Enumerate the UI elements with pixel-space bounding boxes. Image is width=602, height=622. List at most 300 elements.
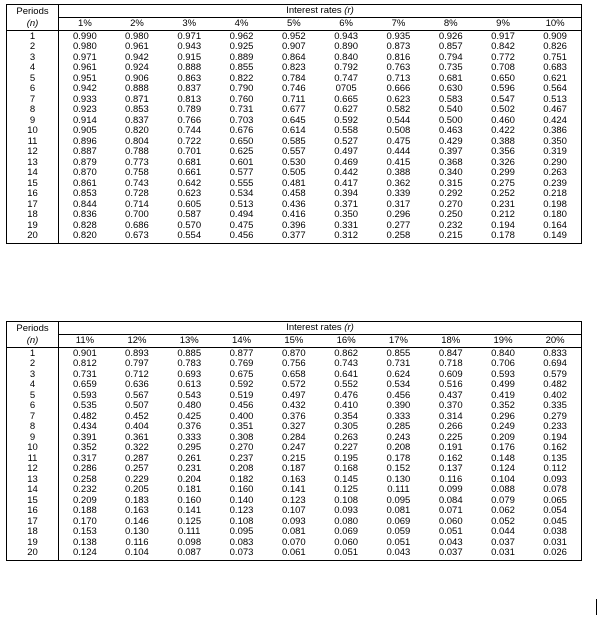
factor-cell: 0.582 (386, 104, 411, 115)
factor-cell: 0.926 (438, 30, 463, 42)
factor-cell: 0.901 (59, 347, 111, 358)
factor-cell: 0.792 (334, 62, 359, 73)
factor-cell: 0.081 (386, 505, 411, 516)
period-cell: 15 (7, 495, 59, 506)
factor-cell: 0.593 (59, 390, 111, 401)
factor-cell: 0.650 (229, 135, 254, 147)
factor-cell: 0.554 (163, 230, 215, 243)
factor-cell: 0.482 (59, 411, 111, 422)
factor-cell: 0.731 (386, 358, 411, 369)
factor-cell: 0.482 (529, 379, 581, 390)
factor-cell: 0.962 (229, 30, 254, 42)
factor-cell: 0.840 (334, 51, 359, 63)
table-row (7, 379, 582, 390)
period-cell: 5 (7, 73, 59, 84)
factor-cell: 0.031 (477, 547, 529, 560)
factor-cell: 0.093 (529, 474, 581, 485)
factor-cell: 0.296 (491, 410, 515, 422)
factor-cell: 0.694 (529, 358, 581, 369)
factor-cell: 0.636 (125, 379, 149, 390)
factor-cell: 0.081 (281, 526, 306, 537)
factor-cell: 0.339 (386, 188, 411, 199)
factor-cell: 0.163 (125, 505, 149, 516)
factor-cell: 0.547 (491, 93, 515, 105)
rate-header: 19% (477, 335, 529, 348)
table-row (7, 230, 582, 243)
period-cell: 5 (7, 390, 59, 401)
factor-cell: 0.149 (529, 230, 581, 243)
factor-cell: 0.181 (177, 484, 202, 495)
factor-cell: 0.744 (177, 125, 202, 136)
rate-header: 3% (163, 18, 215, 31)
rate-header: 12% (111, 335, 163, 348)
factor-cell: 0.711 (282, 93, 306, 105)
factor-cell: 0.277 (386, 219, 411, 231)
factor-cell: 0.043 (438, 536, 463, 548)
factor-cell: 0.198 (529, 199, 581, 210)
factor-cell: 0.432 (281, 400, 306, 411)
factor-cell: 0.870 (59, 167, 111, 178)
factor-cell: 0.890 (334, 41, 359, 52)
factor-cell: 0.138 (59, 537, 111, 548)
factor-cell: 0.763 (386, 62, 411, 73)
period-cell: 11 (7, 453, 59, 464)
factor-cell: 0.141 (177, 505, 202, 516)
factor-cell: 0.125 (334, 484, 359, 495)
factor-cell: 0.215 (425, 230, 477, 243)
factor-cell: 0.794 (438, 51, 463, 63)
factor-cell: 0.820 (125, 125, 149, 136)
factor-cell: 0.772 (491, 51, 515, 63)
factor-cell: 0.098 (177, 536, 202, 548)
rate-header: 14% (215, 335, 267, 348)
factor-cell: 0.708 (491, 62, 515, 73)
factor-cell: 0.673 (111, 230, 163, 243)
factor-cell: 0.178 (386, 452, 411, 464)
factor-cell: 0.111 (178, 526, 201, 537)
factor-cell: 0.062 (491, 505, 515, 516)
factor-cell: 0.592 (334, 114, 359, 126)
factor-cell: 0.229 (125, 473, 149, 485)
factor-cell: 0.417 (334, 177, 359, 189)
rate-header: 8% (425, 18, 477, 31)
period-cell: 13 (7, 157, 59, 168)
factor-cell: 0.292 (438, 188, 463, 199)
factor-cell: 0.701 (177, 146, 202, 157)
factor-cell: 0.943 (334, 30, 359, 42)
factor-cell: 0.153 (59, 526, 111, 537)
factor-cell: 0.394 (334, 188, 359, 199)
table-row (7, 41, 582, 52)
factor-cell: 0.718 (438, 358, 463, 369)
factor-cell: 0.352 (491, 400, 515, 411)
factor-cell: 0.855 (386, 347, 411, 359)
factor-cell: 0.252 (491, 188, 515, 199)
factor-cell: 0.362 (386, 177, 411, 189)
rate-header: 1% (59, 18, 111, 31)
factor-cell: 0.215 (281, 452, 306, 464)
factor-cell: 0.746 (281, 83, 306, 94)
factor-cell: 0.915 (177, 51, 202, 63)
period-cell: 6 (7, 400, 59, 411)
period-cell: 11 (7, 136, 59, 147)
factor-cell: 0.275 (491, 177, 515, 189)
rate-header: 15% (268, 335, 320, 348)
factor-cell: 0.070 (281, 536, 306, 548)
factor-cell: 0.909 (529, 30, 581, 41)
factor-cell: 0.505 (281, 167, 306, 178)
factor-cell: 0.093 (281, 515, 306, 527)
factor-cell: 0.125 (177, 515, 202, 527)
factor-cell: 0.317 (386, 198, 411, 210)
factor-cell: 0.111 (387, 484, 410, 495)
factor-cell: 0.160 (229, 484, 254, 495)
factor-cell: 0.497 (334, 146, 359, 157)
period-cell: 8 (7, 421, 59, 432)
factor-cell: 0.870 (281, 347, 306, 359)
factor-cell: 0.840 (491, 347, 515, 359)
factor-cell: 0.833 (529, 347, 581, 358)
period-cell: 3 (7, 52, 59, 63)
factor-cell: 0.231 (491, 198, 515, 210)
factor-cell: 0.168 (334, 463, 359, 474)
factor-cell: 0.621 (529, 73, 581, 84)
factor-cell: 0.789 (177, 104, 202, 115)
factor-cell: 0.335 (529, 400, 581, 411)
factor-cell: 0.980 (59, 41, 111, 52)
factor-cell: 0.497 (281, 389, 306, 401)
factor-cell: 0.043 (372, 547, 424, 560)
periods-header: Periods (7, 322, 59, 335)
factor-cell: 0.060 (438, 515, 463, 527)
period-cell: 13 (7, 474, 59, 485)
factor-cell: 0.396 (281, 219, 306, 231)
factor-cell: 0.108 (334, 494, 359, 506)
factor-cell: 0.333 (177, 431, 202, 443)
table-row (7, 220, 582, 231)
factor-cell: 0.093 (334, 505, 359, 516)
factor-cell: 0.104 (491, 473, 515, 485)
factor-cell: 0.178 (477, 230, 529, 243)
rate-header: 7% (372, 18, 424, 31)
period-cell: 19 (7, 537, 59, 548)
table-2-body (7, 347, 582, 560)
factor-cell: 0.641 (334, 368, 359, 380)
period-cell: 7 (7, 411, 59, 422)
period-cell: 18 (7, 526, 59, 537)
factor-cell: 0.743 (125, 177, 149, 189)
table-row (7, 83, 582, 94)
factor-cell: 0.665 (334, 93, 359, 105)
rate-header: 10% (529, 18, 581, 31)
factor-cell: 0.183 (125, 494, 149, 506)
factor-cell: 0.078 (529, 484, 581, 495)
factor-cell: 0.422 (491, 125, 515, 136)
factor-cell: 0.624 (386, 368, 411, 380)
factor-cell: 0.227 (334, 442, 359, 453)
factor-cell: 0.557 (281, 146, 306, 157)
period-cell: 9 (7, 115, 59, 126)
factor-cell: 0.544 (386, 114, 411, 126)
factor-cell: 0.596 (491, 83, 515, 94)
factor-cell: 0.614 (281, 125, 306, 136)
factor-cell: 0.352 (59, 442, 111, 453)
factor-cell: 0.507 (125, 400, 149, 411)
table-row (7, 125, 582, 136)
rate-header: 2% (111, 18, 163, 31)
factor-cell: 0.587 (177, 209, 202, 220)
factor-cell: 0.377 (268, 230, 320, 243)
table-row (7, 115, 582, 126)
factor-cell: 0.677 (281, 104, 306, 115)
factor-cell: 0.319 (529, 146, 581, 157)
factor-cell: 0.351 (229, 421, 254, 432)
factor-cell: 0.990 (59, 30, 111, 41)
factor-cell: 0.261 (177, 452, 202, 464)
factor-cell: 0.853 (125, 104, 149, 115)
factor-cell: 0.469 (334, 156, 359, 168)
factor-cell: 0.889 (229, 51, 254, 63)
factor-cell: 0.397 (438, 146, 463, 157)
discount-table-2 (6, 321, 582, 561)
factor-cell: 0.299 (491, 167, 515, 178)
factor-cell: 0.842 (491, 41, 515, 52)
factor-cell: 0.249 (491, 421, 515, 432)
factor-cell: 0.923 (59, 104, 111, 115)
period-cell: 6 (7, 83, 59, 94)
factor-cell: 0.861 (59, 178, 111, 189)
factor-cell: 0.552 (334, 379, 359, 390)
table-row (7, 516, 582, 527)
factor-cell: 0.609 (438, 368, 463, 380)
factor-cell: 0.416 (281, 209, 306, 220)
factor-cell: 0.400 (229, 410, 254, 422)
table-row (7, 474, 582, 485)
factor-cell: 0.296 (386, 209, 411, 220)
factor-cell: 0.176 (491, 442, 515, 453)
rate-header: 20% (529, 335, 581, 348)
rate-header: 16% (320, 335, 372, 348)
table-1-body (7, 30, 582, 243)
factor-cell: 0.286 (59, 463, 111, 474)
factor-cell: 0.502 (491, 104, 515, 115)
factor-cell: 0.613 (177, 379, 202, 390)
factor-cell: 0.681 (438, 72, 463, 84)
factor-cell: 0.933 (59, 94, 111, 105)
factor-cell: 0.822 (229, 72, 254, 84)
factor-cell: 0.258 (59, 474, 111, 485)
factor-cell: 0.735 (438, 62, 463, 73)
factor-cell: 0.180 (529, 209, 581, 220)
table-row (7, 347, 582, 358)
factor-cell: 0.434 (59, 421, 111, 432)
table-row (7, 547, 582, 560)
factor-cell: 0.388 (386, 167, 411, 178)
factor-cell: 0.051 (320, 547, 372, 560)
factor-cell: 0.893 (125, 347, 149, 359)
factor-cell: 0.069 (334, 526, 359, 537)
factor-cell: 0.104 (111, 547, 163, 560)
period-cell: 8 (7, 104, 59, 115)
factor-cell: 0.212 (491, 209, 515, 220)
factor-cell: 0.820 (59, 230, 111, 243)
factor-cell: 0.350 (334, 209, 359, 220)
factor-cell: 0.804 (125, 135, 149, 147)
factor-cell: 0.467 (529, 104, 581, 115)
factor-cell: 0.308 (229, 431, 254, 443)
period-cell: 12 (7, 463, 59, 474)
factor-cell: 0.350 (529, 136, 581, 147)
factor-cell: 0.914 (59, 115, 111, 126)
factor-cell: 0.452 (125, 410, 149, 422)
factor-cell: 0.924 (125, 62, 149, 73)
factor-cell: 0.971 (177, 30, 202, 42)
factor-cell: 0.592 (229, 379, 254, 390)
factor-cell: 0.152 (386, 463, 411, 474)
factor-cell: 0.572 (281, 379, 306, 390)
factor-cell: 0.146 (125, 515, 149, 527)
factor-cell: 0.943 (177, 41, 202, 52)
factor-cell: 0.951 (59, 73, 111, 84)
factor-cell: 0.907 (281, 41, 306, 52)
period-cell: 3 (7, 369, 59, 380)
factor-cell: 0.195 (334, 452, 359, 464)
table-row (7, 199, 582, 210)
factor-cell: 0.661 (177, 167, 202, 178)
factor-cell: 0.567 (125, 389, 149, 401)
factor-cell: 0.084 (438, 494, 463, 506)
period-cell: 20 (7, 547, 59, 560)
factor-cell: 0.354 (334, 410, 359, 422)
factor-cell: 0.037 (491, 536, 515, 548)
factor-cell: 0.887 (59, 146, 111, 157)
factor-cell: 0.625 (229, 146, 254, 157)
factor-cell: 0.847 (438, 347, 463, 359)
factor-cell: 0.424 (529, 115, 581, 126)
period-cell: 16 (7, 188, 59, 199)
factor-cell: 0.218 (529, 188, 581, 199)
interest-rates-header: Interest rates (r) (59, 5, 582, 18)
rate-header: 6% (320, 18, 372, 31)
discount-table-1 (6, 4, 582, 244)
factor-cell: 0.888 (177, 62, 202, 73)
factor-cell: 0.650 (491, 72, 515, 84)
factor-cell: 0.141 (281, 484, 306, 495)
period-cell: 9 (7, 432, 59, 443)
factor-cell: 0.410 (334, 400, 359, 411)
factor-cell: 0.627 (334, 104, 359, 115)
factor-cell: 0.305 (334, 421, 359, 432)
factor-cell: 0.225 (438, 431, 463, 443)
factor-cell: 0.747 (334, 72, 359, 84)
factor-cell: 0.263 (334, 431, 359, 443)
factor-cell: 0.386 (529, 125, 581, 136)
factor-cell: 0.816 (386, 51, 411, 63)
n-label: (n) (7, 18, 59, 31)
table-row (7, 369, 582, 380)
factor-cell: 0.731 (229, 104, 254, 115)
factor-cell: 0.124 (59, 547, 111, 560)
factor-cell: 0.182 (229, 473, 254, 485)
factor-cell: 0.658 (281, 368, 306, 380)
factor-cell: 0.516 (438, 379, 463, 390)
period-cell: 12 (7, 146, 59, 157)
table-row (7, 453, 582, 464)
factor-cell: 0.683 (529, 62, 581, 73)
factor-cell: 0.322 (125, 442, 149, 453)
factor-cell: 0.700 (125, 209, 149, 220)
periods-header: Periods (7, 5, 59, 18)
factor-cell: 0.823 (281, 62, 306, 73)
factor-cell: 0.124 (491, 463, 515, 474)
factor-cell: 0.160 (177, 494, 202, 506)
factor-cell: 0.051 (438, 526, 463, 537)
factor-cell: 0.333 (386, 410, 411, 422)
factor-cell: 0.813 (177, 93, 202, 105)
factor-cell: 0.061 (268, 547, 320, 560)
factor-cell: 0.797 (125, 358, 149, 369)
factor-cell: 0.388 (491, 135, 515, 147)
factor-cell: 0.519 (229, 389, 254, 401)
table-row (7, 52, 582, 63)
factor-cell: 0.095 (229, 526, 254, 537)
factor-cell: 0.148 (491, 452, 515, 464)
factor-cell: 0.751 (529, 52, 581, 63)
factor-cell: 0.191 (438, 442, 463, 453)
factor-cell: 0.209 (491, 431, 515, 443)
period-cell: 19 (7, 220, 59, 231)
factor-cell: 0705 (335, 83, 357, 94)
table-row (7, 495, 582, 506)
factor-cell: 0.044 (491, 526, 515, 537)
factor-cell: 0.583 (438, 93, 463, 105)
factor-cell: 0.370 (438, 400, 463, 411)
factor-cell: 0.315 (438, 177, 463, 189)
factor-cell: 0.456 (229, 400, 254, 411)
table-row (7, 62, 582, 73)
table-row (7, 73, 582, 84)
factor-cell: 0.642 (177, 177, 202, 189)
period-cell: 7 (7, 94, 59, 105)
rate-header: 5% (268, 18, 320, 31)
factor-cell: 0.862 (334, 347, 359, 359)
factor-cell: 0.083 (229, 536, 254, 548)
factor-cell: 0.232 (59, 484, 111, 495)
factor-cell: 0.391 (59, 432, 111, 443)
factor-cell: 0.773 (125, 156, 149, 168)
factor-cell: 0.530 (281, 156, 306, 168)
factor-cell: 0.258 (372, 230, 424, 243)
factor-cell: 0.194 (491, 219, 515, 231)
period-cell: 17 (7, 516, 59, 527)
factor-cell: 0.284 (281, 431, 306, 443)
factor-cell: 0.828 (59, 220, 111, 231)
factor-cell: 0.790 (229, 83, 254, 94)
factor-cell: 0.971 (59, 52, 111, 63)
table-row (7, 104, 582, 115)
period-cell: 15 (7, 178, 59, 189)
factor-cell: 0.475 (229, 219, 254, 231)
table-row (7, 463, 582, 474)
period-cell: 2 (7, 41, 59, 52)
factor-cell: 0.888 (125, 83, 149, 94)
rate-header: 9% (477, 18, 529, 31)
factor-cell: 0.116 (125, 536, 149, 548)
table-row (7, 421, 582, 432)
factor-cell: 0.605 (177, 198, 202, 210)
factor-cell: 0.812 (59, 358, 111, 369)
factor-cell: 0.585 (281, 135, 306, 147)
